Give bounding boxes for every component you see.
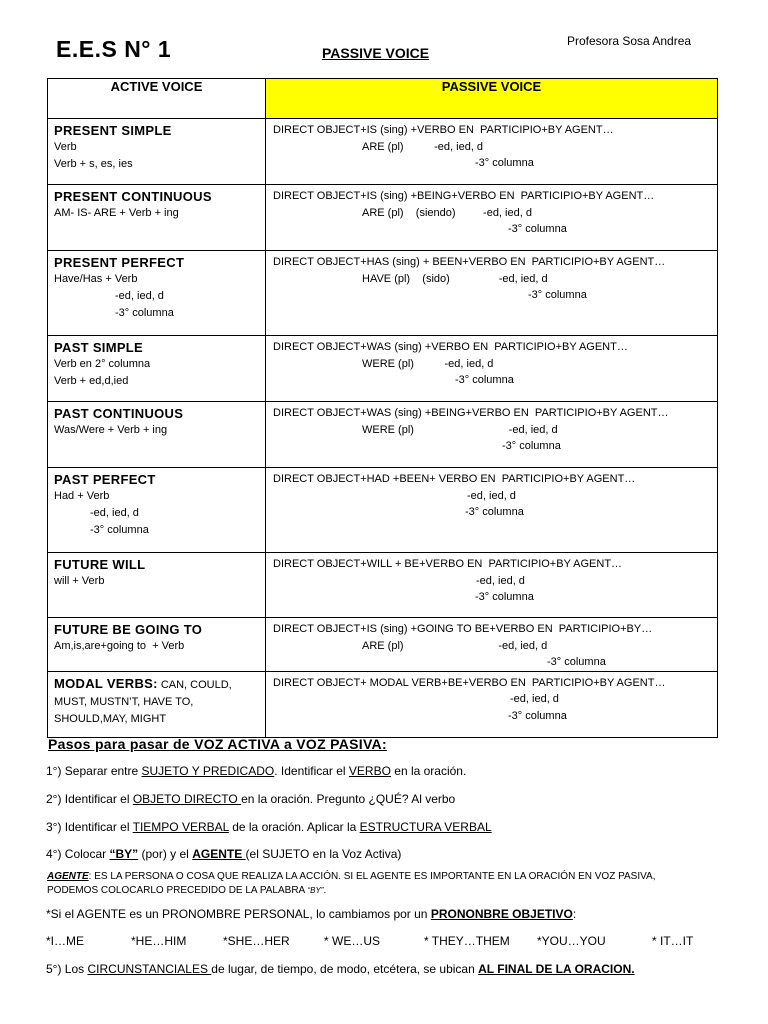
passive-formula-line: HAVE (pl) (sido) -ed, ied, d <box>362 272 548 285</box>
passive-cell <box>266 251 718 336</box>
tense-name: PAST PERFECT <box>54 472 156 487</box>
header-active-voice: ACTIVE VOICE <box>48 79 266 119</box>
step-keyword: AGENTE <box>192 847 246 861</box>
step-text: 3°) Identificar el <box>46 820 133 834</box>
step-keyword: ESTRUCTURA VERBAL <box>359 820 492 834</box>
tense-name: PRESENT CONTINUOUS <box>54 189 212 204</box>
active-formula-line: SHOULD,MAY, MIGHT <box>54 712 167 725</box>
school-name: E.E.S N° 1 <box>56 36 172 62</box>
step-text: de lugar, de tiempo, de modo, etcétera, se ubican <box>211 962 479 976</box>
step-keyword: OBJETO DIRECTO <box>132 792 242 806</box>
pronoun-note <box>46 907 576 921</box>
passive-formula-line: DIRECT OBJECT+HAD +BEEN+ VERBO EN PARTICIPIO+BY AGENT… <box>273 473 636 485</box>
passive-formula-line: -3° columna <box>465 506 524 518</box>
active-cell <box>48 185 266 251</box>
active-formula-line: Was/Were + Verb + ing <box>54 424 168 436</box>
passive-formula-line: DIRECT OBJECT+HAS (sing) + BEEN+VERBO EN PARTICIPIO+BY AGENT… <box>273 256 666 268</box>
passive-formula-line: ARE (pl) -ed, ied, d <box>362 140 484 153</box>
active-formula-line: AM- IS- ARE + Verb + ing <box>54 207 179 219</box>
passive-formula-line: -3° columna <box>455 374 514 386</box>
passive-cell <box>266 119 718 185</box>
tense-name: PAST CONTINUOUS <box>54 406 184 421</box>
pronoun-pair: *HE…HIM <box>131 934 187 948</box>
header-passive-voice: PASSIVE VOICE <box>266 79 718 119</box>
passive-formula-line: -3° columna <box>475 157 534 169</box>
step-3 <box>46 820 492 834</box>
table-row <box>48 185 718 251</box>
passive-cell <box>266 671 718 737</box>
modal-verbs-list: CAN, COULD, <box>157 678 232 691</box>
step-text: (por) y el <box>138 847 193 861</box>
step-text: : <box>572 907 577 921</box>
pronoun-pair: *I…ME <box>46 934 85 948</box>
passive-formula-line: DIRECT OBJECT+ MODAL VERB+BE+VERBO EN PARTICIPIO+BY AGENT… <box>273 676 666 689</box>
active-cell <box>48 402 266 468</box>
passive-formula-line: -3° columna <box>508 223 567 235</box>
active-formula-line: Verb <box>54 141 77 153</box>
pronoun-pair: *SHE…HER <box>223 934 290 948</box>
passive-formula-line: -3° columna <box>508 709 567 722</box>
step-5 <box>46 962 635 976</box>
active-formula-line: Have/Has + Verb <box>54 273 138 285</box>
active-formula-line: Am,is,are+going to + Verb <box>54 640 185 652</box>
agente-line-1 <box>47 870 727 884</box>
passive-voice-table <box>47 78 718 738</box>
table-row <box>48 251 718 336</box>
step-text: 1°) Separar entre <box>46 764 142 778</box>
table-row <box>48 119 718 185</box>
active-cell <box>48 336 266 402</box>
active-formula-line: -ed, ied, d <box>90 507 139 519</box>
passive-formula-line: DIRECT OBJECT+WILL + BE+VERBO EN PARTICIPIO+BY AGENT… <box>273 558 623 570</box>
passive-formula-line: -3° columna <box>528 289 587 301</box>
step-text: *Si el AGENTE es un PRONOMBRE PERSONAL, lo cambiamos por un <box>46 907 431 921</box>
step-4 <box>46 847 401 861</box>
agente-text: : ES LA PERSONA O COSA QUE REALIZA LA ACCIÓN. SI EL AGENTE ES IMPORTANTE EN LA ORACIÓN EN VOZ PASIVA, <box>88 871 656 882</box>
tense-name: FUTURE WILL <box>54 557 146 572</box>
tense-name <box>54 675 265 694</box>
passive-cell <box>266 468 718 553</box>
passive-formula-line: DIRECT OBJECT+IS (sing) +GOING TO BE+VERBO EN PARTICIPIO+BY… <box>273 623 653 635</box>
table-row <box>48 402 718 468</box>
active-cell <box>48 251 266 336</box>
step-keyword: AL FINAL DE LA ORACION. <box>478 962 635 976</box>
passive-cell <box>266 336 718 402</box>
step-text: 4°) Colocar <box>46 847 110 861</box>
active-formula-line: Had + Verb <box>54 490 110 502</box>
passive-formula-line: DIRECT OBJECT+WAS (sing) +VERBO EN PARTICIPIO+BY AGENT… <box>273 341 628 353</box>
passive-cell <box>266 618 718 672</box>
passive-formula-line: -ed, ied, d <box>510 693 559 705</box>
modal-verbs-label: MODAL VERBS: <box>54 675 158 691</box>
step-keyword: TIEMPO VERBAL <box>132 820 229 834</box>
agente-definition <box>47 870 727 898</box>
active-cell <box>48 553 266 618</box>
step-text: 5°) Los <box>46 962 88 976</box>
step-text: 2°) Identificar el <box>46 792 133 806</box>
agente-by-word: “BY” <box>307 886 324 895</box>
table-header-row <box>48 79 718 119</box>
tense-name: PRESENT SIMPLE <box>54 123 172 138</box>
pronoun-pair: * WE…US <box>324 934 381 948</box>
tense-name: PAST SIMPLE <box>54 340 144 355</box>
passive-formula-line: -3° columna <box>547 656 606 668</box>
table-row <box>48 336 718 402</box>
steps-title: Pasos para pasar de VOZ ACTIVA a VOZ PASIVA: <box>48 736 387 752</box>
agente-line-2 <box>47 884 727 898</box>
active-cell <box>48 119 266 185</box>
active-formula-line: -3° columna <box>115 307 174 319</box>
active-cell <box>48 468 266 553</box>
passive-formula-line: WERE (pl) -ed, ied, d <box>362 357 494 370</box>
passive-formula-line: -3° columna <box>502 440 561 452</box>
step-text: . Identificar el <box>274 764 349 778</box>
agente-text: PODEMOS COLOCARLO PRECEDIDO DE LA PALABRA <box>47 885 308 896</box>
step-keyword: SUJETO Y PREDICADO <box>141 764 275 778</box>
step-keyword: PRONONBRE OBJETIVO <box>430 907 573 921</box>
table-row <box>48 671 718 737</box>
step-text: en la oración. <box>390 764 467 778</box>
active-formula-line: -3° columna <box>90 524 149 536</box>
passive-cell <box>266 185 718 251</box>
pronoun-pair: *YOU…YOU <box>537 934 606 948</box>
active-formula-line: -ed, ied, d <box>115 290 164 302</box>
passive-formula-line: DIRECT OBJECT+IS (sing) +VERBO EN PARTICIPIO+BY AGENT… <box>273 124 614 136</box>
teacher-name: Profesora Sosa Andrea <box>567 34 692 48</box>
agente-label: AGENTE <box>47 871 89 882</box>
active-cell <box>48 671 266 737</box>
passive-formula-line: -ed, ied, d <box>476 574 525 587</box>
passive-formula-line: ARE (pl) -ed, ied, d <box>362 639 548 652</box>
active-formula-line: will + Verb <box>54 575 105 587</box>
passive-formula-line: ARE (pl) (siendo) -ed, ied, d <box>362 206 532 219</box>
pronoun-pair: * IT…IT <box>652 934 694 948</box>
step-text: de la oración. Aplicar la <box>228 820 360 834</box>
active-formula-line: MUST, MUSTN’T, HAVE TO, <box>54 695 194 708</box>
step-keyword: CIRCUNSTANCIALES <box>87 962 212 976</box>
step-text: (el SUJETO en la Voz Activa) <box>245 847 402 861</box>
step-text: en la oración. Pregunto ¿QUÉ? Al verbo <box>241 792 456 806</box>
table-row <box>48 553 718 618</box>
passive-formula-line: DIRECT OBJECT+IS (sing) +BEING+VERBO EN PARTICIPIO+BY AGENT… <box>273 190 655 202</box>
step-keyword: “BY” <box>109 847 139 861</box>
document-title: PASSIVE VOICE <box>322 45 430 61</box>
active-formula-line: Verb + s, es, ies <box>54 158 133 170</box>
tense-name: PRESENT PERFECT <box>54 255 185 270</box>
agente-text: . <box>323 885 327 896</box>
pronoun-pair: * THEY…THEM <box>424 934 510 948</box>
active-formula-line: Verb en 2° columna <box>54 358 151 370</box>
passive-cell <box>266 402 718 468</box>
step-2 <box>46 792 455 806</box>
step-1 <box>46 764 466 778</box>
passive-formula-line: -ed, ied, d <box>467 489 516 502</box>
active-cell <box>48 618 266 672</box>
active-formula-line: Verb + ed,d,ied <box>54 375 129 387</box>
passive-formula-line: WERE (pl) -ed, ied, d <box>362 423 558 436</box>
passive-cell <box>266 553 718 618</box>
table-row <box>48 468 718 553</box>
passive-formula-line: DIRECT OBJECT+WAS (sing) +BEING+VERBO EN PARTICIPIO+BY AGENT… <box>273 407 669 419</box>
tense-name: FUTURE BE GOING TO <box>54 622 203 637</box>
passive-formula-line: -3° columna <box>475 591 534 603</box>
step-keyword: VERBO <box>348 764 391 778</box>
table-row <box>48 618 718 672</box>
